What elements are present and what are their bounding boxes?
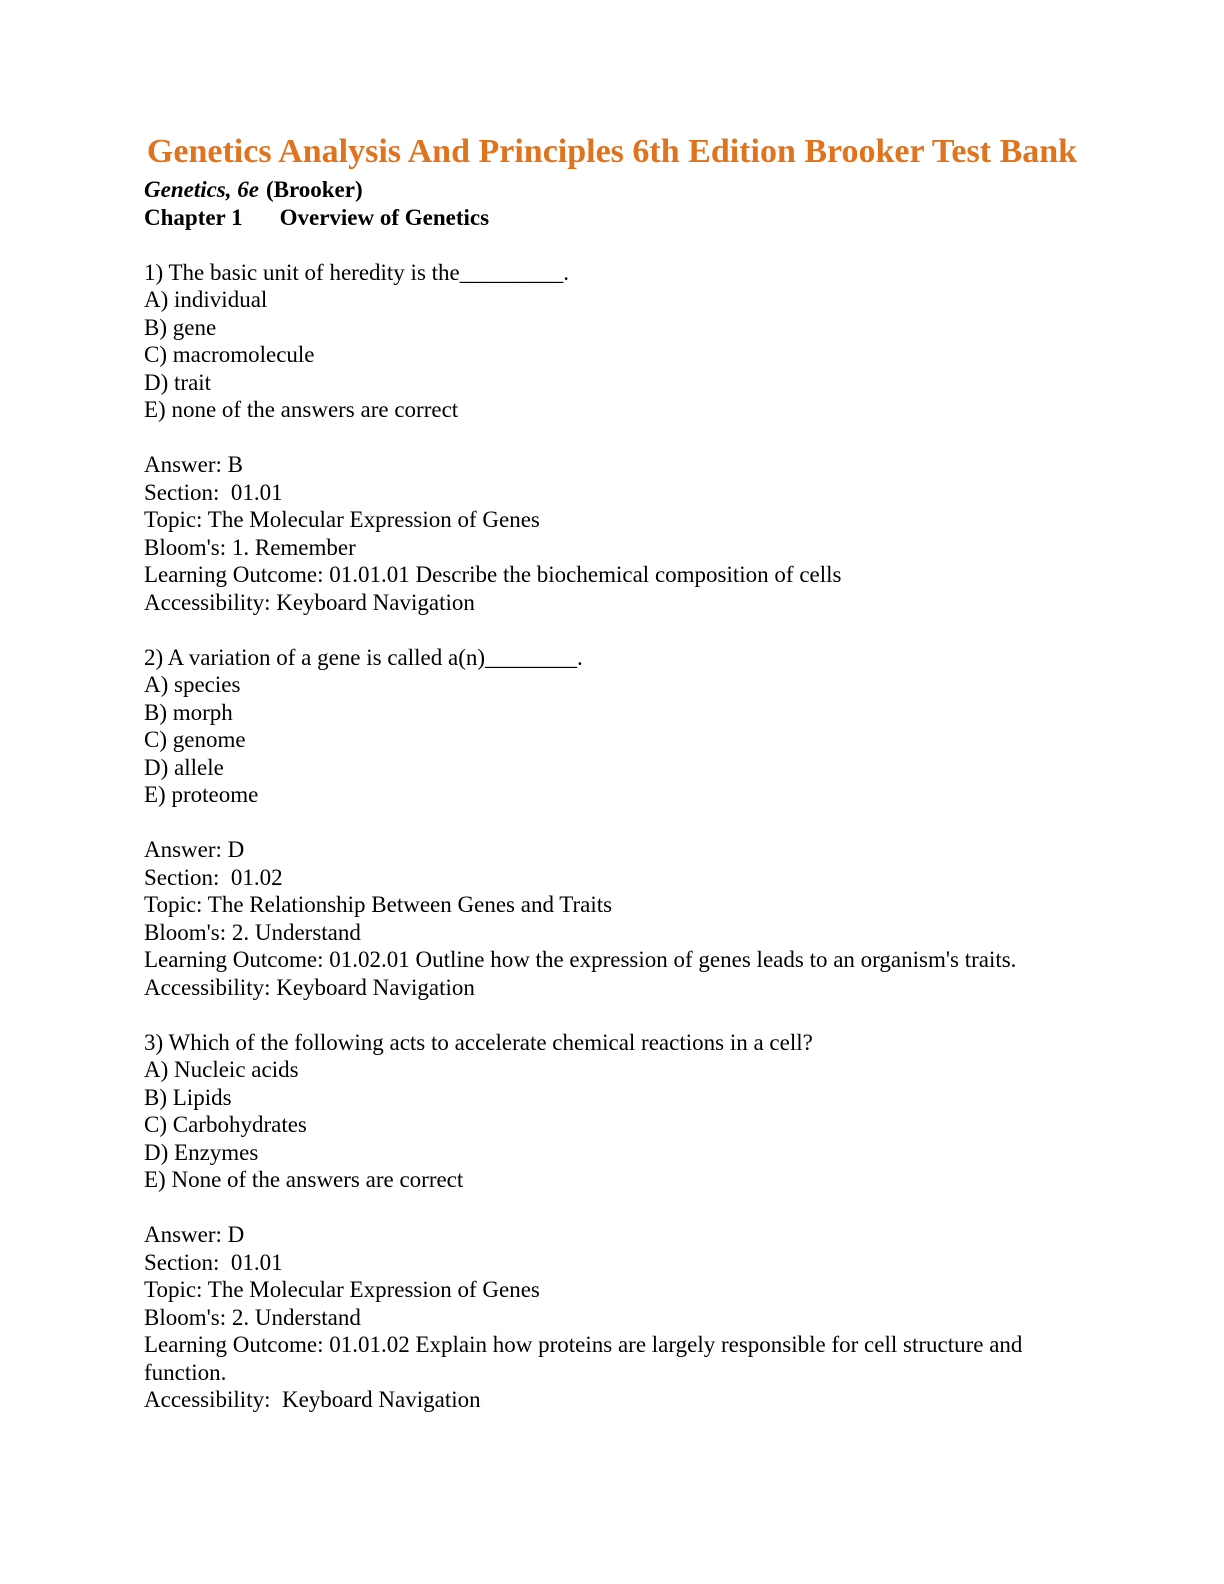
page-title: Genetics Analysis And Principles 6th Edition Brooker Test Bank bbox=[146, 133, 1078, 170]
blooms-line: Bloom's: 1. Remember bbox=[144, 534, 356, 560]
answer-block-1 bbox=[144, 451, 1104, 616]
book-author: (Brooker) bbox=[265, 177, 363, 202]
book-title: Genetics, 6e bbox=[144, 177, 259, 202]
section-line: Section: 01.01 bbox=[144, 479, 283, 505]
blank-line bbox=[144, 1194, 1104, 1222]
question-2-option-e: E) proteome bbox=[144, 782, 259, 807]
chapter-label: Chapter 1 bbox=[144, 204, 243, 230]
blank-line bbox=[144, 231, 1104, 259]
question-2 bbox=[144, 644, 1104, 809]
question-1-option-b: B) gene bbox=[144, 314, 217, 340]
question-1-option-c: C) macromolecule bbox=[144, 342, 315, 367]
blank-line bbox=[144, 424, 1104, 452]
question-2-option-a: A) species bbox=[144, 672, 241, 697]
question-2-option-b: B) morph bbox=[144, 699, 233, 725]
learning-outcome-line: Learning Outcome: 01.01.02 Explain how proteins are largely responsible for cell structure and function. bbox=[144, 1332, 1029, 1385]
question-3-option-c: C) Carbohydrates bbox=[144, 1112, 307, 1137]
question-1-option-a: A) individual bbox=[144, 287, 268, 312]
question-3-text: 3) Which of the following acts to accelerate chemical reactions in a cell? bbox=[144, 1029, 813, 1055]
question-1-option-d: D) trait bbox=[144, 369, 212, 395]
answer-line: Answer: D bbox=[144, 837, 245, 862]
topic-line: Topic: The Relationship Between Genes and Traits bbox=[144, 892, 613, 917]
section-line: Section: 01.01 bbox=[144, 1249, 283, 1275]
question-3-option-d: D) Enzymes bbox=[144, 1139, 259, 1165]
topic-line: Topic: The Molecular Expression of Genes bbox=[144, 1277, 540, 1302]
question-2-option-c: C) genome bbox=[144, 727, 246, 752]
blank-line bbox=[144, 1001, 1104, 1029]
topic-line: Topic: The Molecular Expression of Genes bbox=[144, 507, 540, 532]
answer-block-3 bbox=[144, 1221, 1104, 1414]
question-2-option-d: D) allele bbox=[144, 754, 224, 780]
question-2-text: 2) A variation of a gene is called a(n)________. bbox=[144, 644, 583, 670]
book-line bbox=[144, 176, 1104, 204]
answer-line: Answer: D bbox=[144, 1222, 245, 1247]
accessibility-line: Accessibility: Keyboard Navigation bbox=[144, 589, 475, 615]
question-3-option-e: E) None of the answers are correct bbox=[144, 1167, 464, 1192]
section-line: Section: 01.02 bbox=[144, 864, 283, 890]
question-1-option-e: E) none of the answers are correct bbox=[144, 397, 459, 422]
question-3-option-b: B) Lipids bbox=[144, 1084, 232, 1110]
chapter-name: Overview of Genetics bbox=[279, 204, 490, 230]
blank-line bbox=[144, 616, 1104, 644]
learning-outcome-line: Learning Outcome: 01.02.01 Outline how the expression of genes leads to an organism's traits. bbox=[144, 947, 1017, 972]
accessibility-line: Accessibility: Keyboard Navigation bbox=[144, 974, 475, 1000]
question-1 bbox=[144, 259, 1104, 424]
blooms-line: Bloom's: 2. Understand bbox=[144, 1304, 361, 1330]
blank-line bbox=[144, 809, 1104, 837]
question-3 bbox=[144, 1029, 1104, 1194]
question-3-option-a: A) Nucleic acids bbox=[144, 1057, 299, 1082]
answer-line: Answer: B bbox=[144, 452, 244, 477]
learning-outcome-line: Learning Outcome: 01.01.01 Describe the biochemical composition of cells bbox=[144, 562, 842, 587]
blooms-line: Bloom's: 2. Understand bbox=[144, 919, 361, 945]
chapter-line bbox=[144, 204, 1104, 232]
answer-block-2 bbox=[144, 836, 1104, 1001]
accessibility-line: Accessibility: Keyboard Navigation bbox=[144, 1387, 481, 1412]
question-1-text: 1) The basic unit of heredity is the_________. bbox=[144, 259, 569, 285]
